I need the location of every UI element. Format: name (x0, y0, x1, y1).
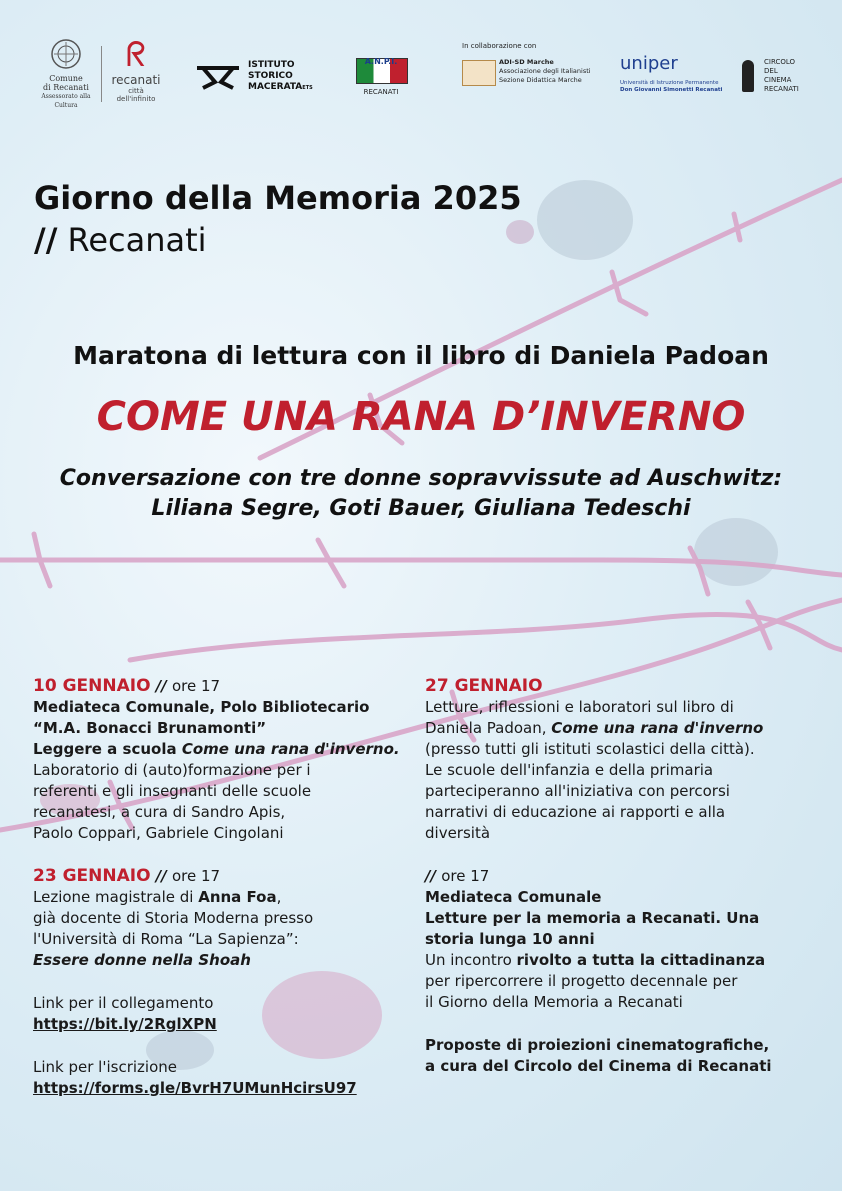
circolo-line: CINEMA (764, 76, 792, 84)
event-line: parteciperanno all'iniziativa con percorsi (425, 782, 730, 800)
event-line: Paolo Coppari, Gabriele Cingolani (33, 824, 284, 842)
event-line: per ripercorrere il progetto decennale per (425, 972, 738, 990)
registration-link[interactable]: https://forms.gle/BvrH7UMunHcirsU97 (33, 1079, 357, 1097)
event-line: Proposte di proiezioni cinematografiche, (425, 1036, 770, 1054)
event-line: storia lunga 10 anni (425, 930, 595, 948)
event-time: ore 17 (441, 867, 490, 885)
date-separator: // (150, 867, 172, 885)
book-title: COME UNA RANA D’INVERNO (96, 394, 746, 440)
event-line-part: rivolto a tutta la cittadinanza (516, 951, 766, 969)
event-line: recanatesi, a cura di Sandro Apis, (33, 803, 286, 821)
event-line: diversità (425, 824, 491, 842)
event-line: Letture per la memoria a Recanati. Una (425, 909, 760, 927)
event-line: Mediateca Comunale (425, 888, 602, 906)
spacer (33, 971, 423, 993)
event-line: (presso tutti gli istituti scolastici della città). (425, 740, 755, 758)
comune-crest-icon (40, 38, 92, 74)
book-reference: Come una rana d'inverno (551, 719, 764, 737)
anpi-city: RECANATI (363, 88, 399, 96)
survivors-names: Liliana Segre, Goti Bauer, Giuliana Tedeschi (151, 496, 691, 521)
event-line: Le scuole dell'infanzia e della primaria (425, 761, 714, 779)
event-line: l'Università di Roma “La Sapienza”: (33, 930, 299, 948)
uniper-line: Don Giovanni Simonetti Recanati (620, 87, 723, 93)
event-line: narrativi di educazione ai rapporti e alla (425, 803, 726, 821)
comune-line: di Recanati (43, 83, 89, 92)
event-line (33, 887, 423, 908)
istituto-line: STORICO (248, 71, 293, 81)
link-label: Link per l'iscrizione (33, 1058, 177, 1076)
left-column (33, 676, 423, 1099)
conversation-line: Conversazione con tre donne sopravvissute ad Auschwitz: (59, 466, 783, 491)
uniper-logo-text (620, 80, 722, 94)
conversation-block (0, 464, 842, 524)
istituto-ets: ETS (302, 85, 313, 91)
event-line (33, 739, 423, 760)
adi-logo-text (499, 58, 591, 85)
connection-link[interactable]: https://bit.ly/2RglXPN (33, 1015, 217, 1033)
istituto-logo-text (248, 60, 313, 94)
event-line (425, 718, 825, 739)
event-line (425, 950, 825, 971)
page-title: Giorno della Memoria 2025 (34, 179, 522, 217)
collaboration-label: In collaborazione con (462, 42, 537, 50)
event-line: referenti e gli insegnanti delle scuole (33, 782, 312, 800)
logo-divider (101, 46, 102, 102)
event-line: Laboratorio di (auto)formazione per i (33, 761, 311, 779)
city-name: Recanati (67, 221, 207, 259)
book-reference: Come una rana d'inverno. (181, 740, 400, 758)
event-line-part: Leggere a scuola (33, 740, 182, 758)
circolo-figure-icon (742, 60, 754, 92)
uniper-logo: uniper (620, 53, 678, 74)
event-date-row (33, 866, 423, 887)
event-time: ore 17 (171, 677, 221, 695)
event-line: a cura del Circolo del Cinema di Recanati (425, 1057, 772, 1075)
adi-line: Sezione Didattica Marche (499, 76, 582, 84)
event-date: 23 GENNAIO (33, 866, 151, 886)
lecture-title: Essere donne nella Shoah (33, 951, 251, 969)
istituto-emblem-icon (193, 60, 243, 94)
recanati-name: recanati (111, 73, 161, 87)
event-line: già docente di Storia Moderna presso (33, 909, 314, 927)
comune-line: Comune (49, 74, 83, 83)
anpi-name: A.N.P.I. (364, 57, 398, 66)
recanati-tagline: città dell'infinito (116, 87, 156, 103)
speaker-name: Anna Foa (198, 888, 277, 906)
event-date: 27 GENNAIO (425, 676, 543, 696)
comune-line: Assessorato alla Cultura (41, 93, 91, 109)
event-date-row (425, 866, 825, 887)
circolo-line: CIRCOLO (764, 58, 796, 66)
spacer (425, 844, 825, 866)
event-line-part: Daniela Padoan, (425, 719, 552, 737)
link-label: Link per il collegamento (33, 994, 214, 1012)
event-line: Mediateca Comunale, Polo Bibliotecario (33, 698, 370, 716)
city-line (34, 220, 207, 260)
circolo-line: DEL (764, 67, 778, 75)
spacer (425, 1013, 825, 1035)
event-subtitle: Maratona di lettura con il libro di Daniela Padoan (73, 341, 769, 370)
event-date-row (33, 676, 423, 697)
event-line: “M.A. Bonacci Brunamonti” (33, 719, 267, 737)
date-separator: // (425, 867, 442, 885)
event-line-part: Lezione magistrale di (33, 888, 199, 906)
right-column (425, 676, 825, 1077)
event-line: il Giorno della Memoria a Recanati (425, 993, 683, 1011)
circolo-line: RECANATI (764, 85, 799, 93)
adi-line: Associazione degli Italianisti (499, 67, 591, 75)
spacer (33, 844, 423, 866)
event-time: ore 17 (171, 867, 221, 885)
event-line-part: Un incontro (425, 951, 517, 969)
circolo-logo-text (764, 58, 799, 94)
recanati-logo (108, 74, 164, 103)
date-separator: // (150, 677, 172, 695)
event-line: Letture, riflessioni e laboratori sul libro di (425, 698, 734, 716)
uniper-line: Università di Istruzione Permanente (620, 80, 719, 86)
title-slashes: // (34, 221, 58, 259)
comune-logo-text (30, 74, 102, 110)
spacer (33, 1035, 423, 1057)
event-line-part: , (276, 888, 282, 906)
event-date: 10 GENNAIO (33, 676, 151, 696)
istituto-line: MACERATA (248, 82, 303, 92)
adi-logo-icon (462, 60, 496, 86)
adi-line: ADI-SD Marche (499, 58, 554, 66)
recanati-r-icon: ᖇ (125, 35, 147, 75)
istituto-line: ISTITUTO (248, 60, 295, 70)
